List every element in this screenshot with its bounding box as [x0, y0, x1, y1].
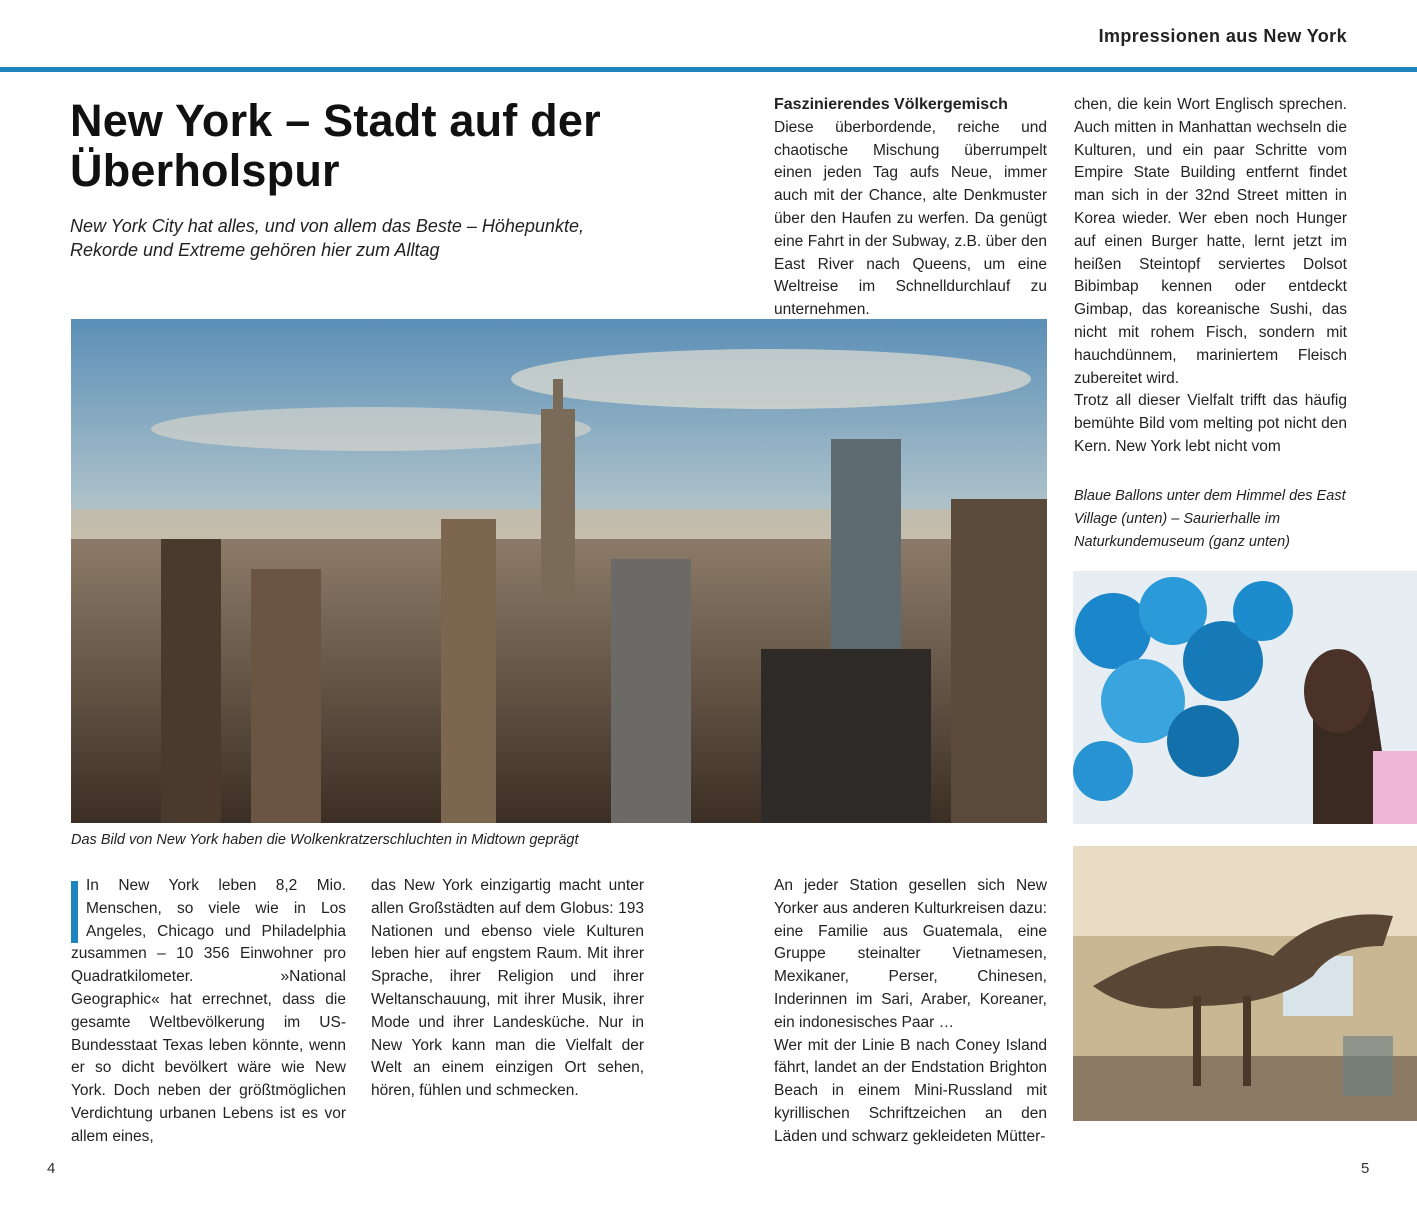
side-caption: Blaue Ballons unter dem Himmel des East Village (unten) – Saurierhalle im Naturkundemuseum (ganz unten)	[1074, 488, 1346, 550]
dinosaur-photo	[1073, 846, 1417, 1121]
header-rule	[0, 67, 1417, 72]
article-title: New York – Stadt auf der Überholspur	[70, 95, 601, 196]
drop-cap-bar	[71, 881, 78, 943]
body-text-col4-p2: Trotz all dieser Vielfalt trifft das häufig bemühte Bild vom melting pot nicht den Kern. New York lebt nicht vom	[1074, 392, 1347, 455]
page-number-right: 5	[1361, 1160, 1370, 1177]
section-subhead: Faszinierendes Völkergemisch	[774, 96, 1008, 113]
body-text-col2: das New York einzigartig macht unter allen Großstädten auf dem Globus: 193 Nationen und ebenso viele Kulturen leben hier auf engstem Raum. Mit ihrer Sprache, ihrer Religion und ihrer Weltanschauung, mit ihrer Musik, ihrer Mode und ihrer Landesküche. Nur in New York kann man die Vielfalt der Welt an einem einzigen Ort sehen, hören, fühlen und schmecken.	[371, 877, 644, 1100]
body-column-3-top	[774, 94, 1047, 322]
body-column-2	[371, 875, 644, 1103]
running-header: Impressionen aus New York	[1098, 26, 1347, 46]
page-number-left: 4	[47, 1160, 56, 1177]
skyline-caption: Das Bild von New York haben die Wolkenkratzerschluchten in Midtown geprägt	[71, 832, 579, 848]
body-text-col3-top: Diese überbordende, reiche und chaotische Mischung überrumpelt einen jeden Tag aufs Neue, immer auch mit der Chance, alte Denkmuster über den Haufen zu werfen. Da genügt eine Fahrt in der Subway, z.B. über den East River nach Queens, um eine Weltreise im Schnelldurchlauf zu unternehmen.	[774, 118, 1047, 319]
body-text-col1: In New York leben 8,2 Mio. Menschen, so viele wie in Los Angeles, Chicago und Philadelphia zusammen – 10 356 Einwohner pro Quadratkilometer. »National Geographic« hat errechnet, dass die gesamte Weltbevölkerung im US-Bundesstaat Texas leben könnte, wenn er so dicht bevölkert wäre wie New York. Doch neben der größtmöglichen Verdichtung urbanen Lebens ist es vor allem eines,	[71, 877, 346, 1145]
balloons-photo	[1073, 571, 1417, 824]
body-text-col3-p1: An jeder Station gesellen sich New Yorker aus anderen Kulturkreisen dazu: eine Familie aus Guatemala, eine Gruppe steinalter Vietnamesen, Mexikaner, Perser, Chinesen, Inderinnen im Sari, Araber, Koreaner, ein indonesisches Paar …	[774, 877, 1047, 1031]
body-column-3-bottom	[774, 875, 1047, 1149]
body-column-1	[71, 875, 346, 1149]
article-lede: New York City hat alles, und von allem das Beste – Höhepunkte, Rekorde und Extreme gehören hier zum Alltag	[70, 216, 584, 260]
body-column-4	[1074, 94, 1347, 459]
body-text-col3-p2: Wer mit der Linie B nach Coney Island fährt, landet an der Endstation Brighton Beach in einem Mini-Russland mit kyrillischen Schriftzeichen an den Läden und schwarz gekleideten Mütter-	[774, 1036, 1047, 1145]
skyline-photo	[71, 319, 1047, 823]
body-text-col4-p1: chen, die kein Wort Englisch sprechen. Auch mitten in Manhattan wechseln die Kulturen, und ein paar Schritte vom Empire State Building entfernt findet man sich in der 32nd Street mitten in Korea wieder. Wer eben noch Hunger auf einen Burger hatte, lernt jetzt im heißen Steintopf serviertes Dolsot Bibimbap kennen oder entdeckt Gimbap, das koreanische Sushi, das nicht mit rohem Fisch, sondern mit hauchdünnem, mariniertem Fleisch zubereitet wird.	[1074, 96, 1347, 387]
